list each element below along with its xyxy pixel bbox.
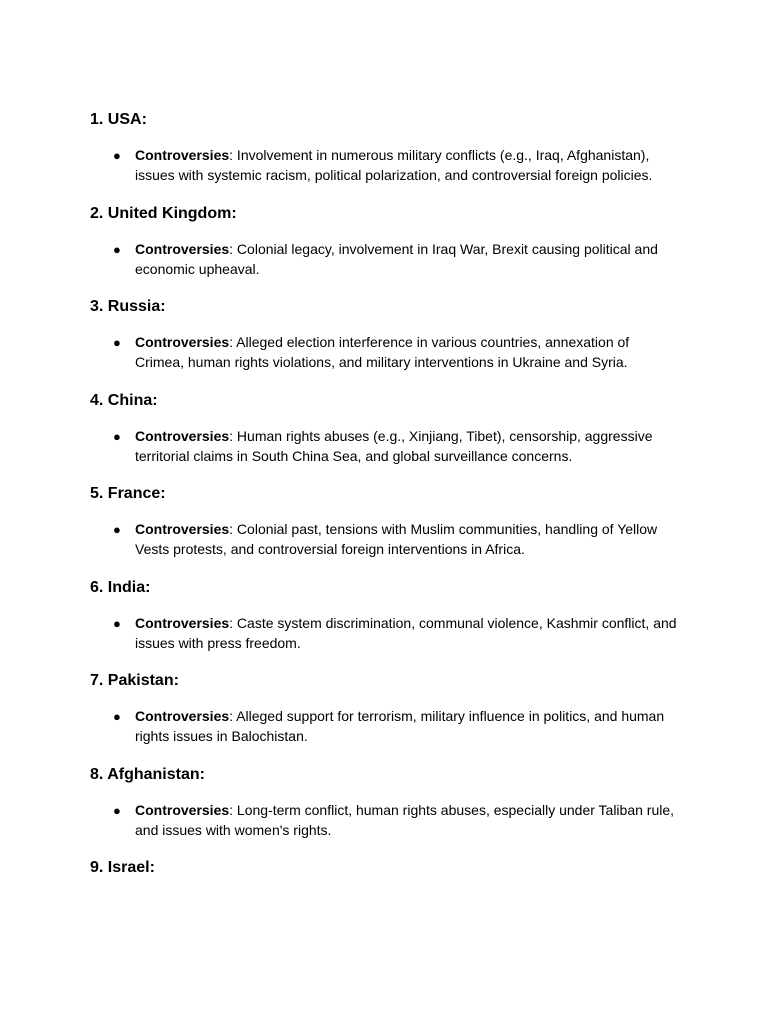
- bullet-text: : Alleged election interference in various countries, annexation of Crimea, human rights violations, and military interventions in Ukraine and Syria.: [135, 334, 630, 370]
- bullet-label: Controversies: [135, 708, 230, 724]
- bullet-text: : Colonial legacy, involvement in Iraq War, Brexit causing political and economic upheaval.: [135, 241, 658, 277]
- list-item: [90, 333, 680, 372]
- bullet-label: Controversies: [135, 615, 230, 631]
- bullet-icon: ●: [113, 148, 121, 163]
- list-item: [90, 240, 680, 279]
- list-item: [90, 614, 680, 653]
- section-united-kingdom: [90, 204, 690, 279]
- bullet-label: Controversies: [135, 802, 230, 818]
- bullet-icon: ●: [113, 522, 121, 537]
- section-china: [90, 391, 690, 466]
- section-russia: [90, 297, 690, 372]
- section-heading: 6. India:: [90, 579, 151, 596]
- bullet-text: : Long-term conflict, human rights abuses, especially under Taliban rule, and issues with women's rights.: [135, 802, 675, 838]
- bullet-icon: ●: [113, 616, 121, 631]
- list-item: [90, 520, 680, 559]
- section-afghanistan: [90, 765, 690, 840]
- section-heading: 8. Afghanistan:: [90, 766, 205, 783]
- bullet-label: Controversies: [135, 428, 230, 444]
- list-item: [90, 707, 680, 746]
- section-heading: 9. Israel:: [90, 859, 155, 876]
- bullet-icon: ●: [113, 242, 121, 257]
- bullet-label: Controversies: [135, 334, 230, 350]
- bullet-label: Controversies: [135, 147, 230, 163]
- section-heading: 3. Russia:: [90, 298, 166, 315]
- bullet-text: : Involvement in numerous military conflicts (e.g., Iraq, Afghanistan), issues with systemic racism, political polarization, and controversial foreign policies.: [135, 147, 653, 183]
- bullet-text: : Caste system discrimination, communal violence, Kashmir conflict, and issues with press freedom.: [135, 615, 677, 651]
- bullet-label: Controversies: [135, 241, 230, 257]
- bullet-icon: ●: [113, 335, 121, 350]
- bullet-text: : Alleged support for terrorism, military influence in politics, and human rights issues in Balochistan.: [135, 708, 665, 744]
- section-heading: 2. United Kingdom:: [90, 205, 237, 222]
- section-heading: 1. USA:: [90, 111, 147, 128]
- list-item: [90, 146, 680, 185]
- section-israel: [90, 858, 690, 878]
- bullet-icon: ●: [113, 709, 121, 724]
- section-pakistan: [90, 671, 690, 746]
- section-heading: 7. Pakistan:: [90, 672, 179, 689]
- section-heading: 4. China:: [90, 392, 158, 409]
- section-usa: [90, 110, 690, 185]
- bullet-icon: ●: [113, 803, 121, 818]
- bullet-icon: ●: [113, 429, 121, 444]
- section-heading: 5. France:: [90, 485, 166, 502]
- list-item: [90, 427, 680, 466]
- bullet-label: Controversies: [135, 521, 230, 537]
- bullet-text: : Colonial past, tensions with Muslim communities, handling of Yellow Vests protests, and controversial foreign interventions in Africa.: [135, 521, 658, 557]
- bullet-text: : Human rights abuses (e.g., Xinjiang, Tibet), censorship, aggressive territorial claims in South China Sea, and global surveillance concerns.: [135, 428, 653, 464]
- list-item: [90, 801, 680, 840]
- section-india: [90, 578, 690, 653]
- section-france: [90, 484, 690, 559]
